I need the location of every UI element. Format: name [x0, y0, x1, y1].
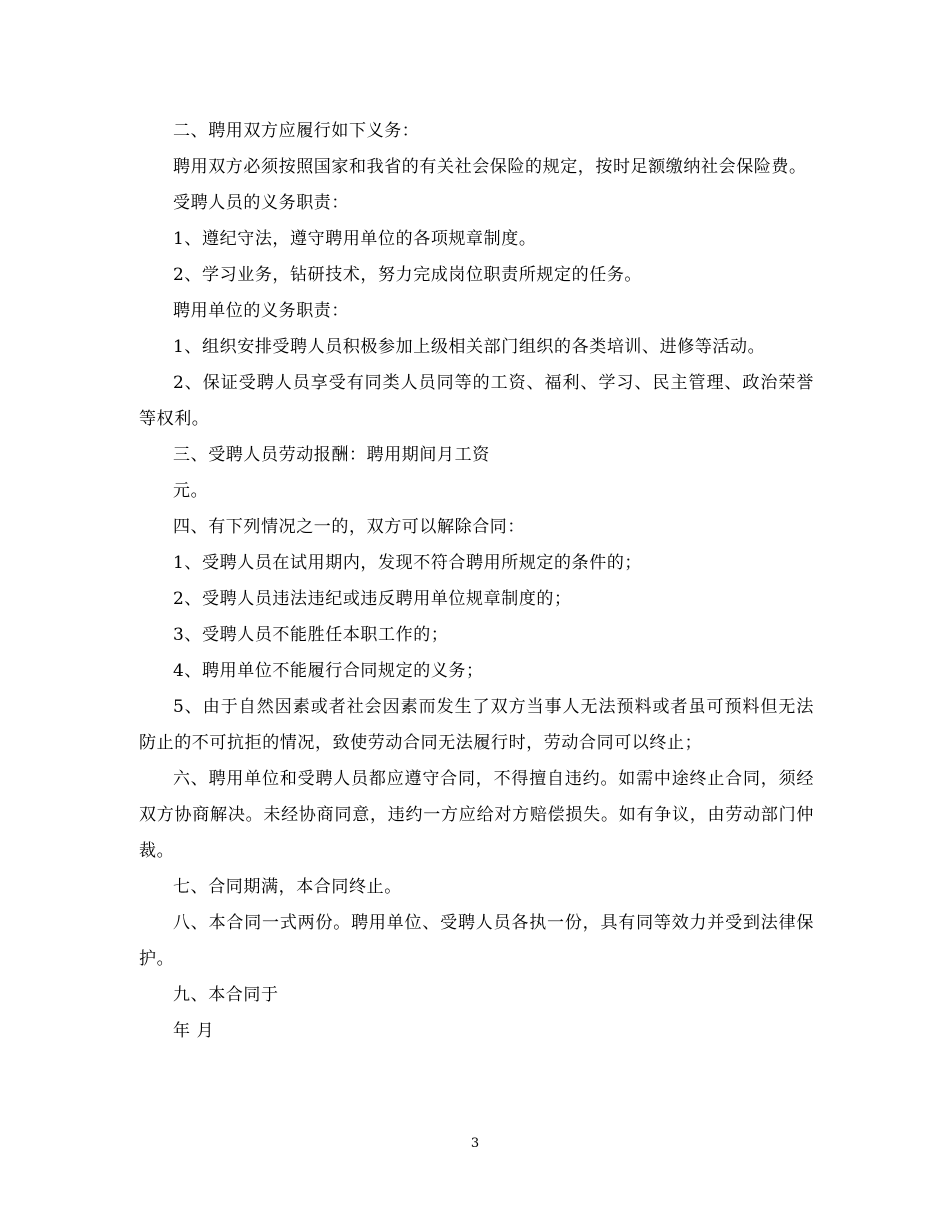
paragraph: 1、遵纪守法，遵守聘用单位的各项规章制度。 — [173, 229, 537, 249]
paragraph: 1、受聘人员在试用期内，发现不符合聘用所规定的条件的； — [173, 553, 643, 573]
paragraph: 受聘人员的义务职责： — [173, 193, 349, 213]
paragraph: 1、组织安排受聘人员积极参加上级相关部门组织的各类培训、进修等活动。 — [173, 337, 766, 357]
paragraph: 年 月 — [173, 1021, 215, 1041]
paragraph: 九、本合同于 — [173, 985, 279, 1005]
paragraph: 3、受聘人员不能胜任本职工作的； — [173, 625, 449, 645]
paragraph: 2、保证受聘人员享受有同类人员同等的工资、福利、学习、民主管理、政治荣誉等权利。 — [139, 373, 814, 429]
paragraph: 4、聘用单位不能履行合同规定的义务； — [173, 661, 484, 681]
paragraph: 六、聘用单位和受聘人员都应遵守合同，不得擅自违约。如需中途终止合同，须经双方协商解决。未经协商同意，违约一方应给对方赔偿损失。如有争议，由劳动部门仲裁。 — [139, 769, 814, 861]
paragraph: 七、合同期满，本合同终止。 — [173, 877, 402, 897]
paragraph: 四、有下列情况之一的，双方可以解除合同： — [173, 517, 525, 537]
document-body — [139, 113, 814, 1049]
paragraph: 八、本合同一式两份。聘用单位、受聘人员各执一份，具有同等效力并受到法律保护。 — [139, 913, 814, 969]
paragraph: 元。 — [173, 481, 209, 501]
paragraph: 2、受聘人员违法违纪或违反聘用单位规章制度的； — [173, 589, 572, 609]
paragraph: 2、学习业务，钻研技术，努力完成岗位职责所规定的任务。 — [173, 265, 643, 285]
paragraph: 二、聘用双方应履行如下义务： — [173, 121, 420, 141]
page-number: 3 — [470, 1136, 480, 1151]
paragraph: 5、由于自然因素或者社会因素而发生了双方当事人无法预料或者虽可预料但无法防止的不可抗拒的情况，致使劳动合同无法履行时，劳动合同可以终止； — [139, 697, 814, 753]
paragraph: 聘用双方必须按照国家和我省的有关社会保险的规定，按时足额缴纳社会保险费。 — [173, 157, 807, 177]
paragraph: 聘用单位的义务职责： — [173, 301, 349, 321]
paragraph: 三、受聘人员劳动报酬：聘用期间月工资 — [173, 445, 490, 465]
